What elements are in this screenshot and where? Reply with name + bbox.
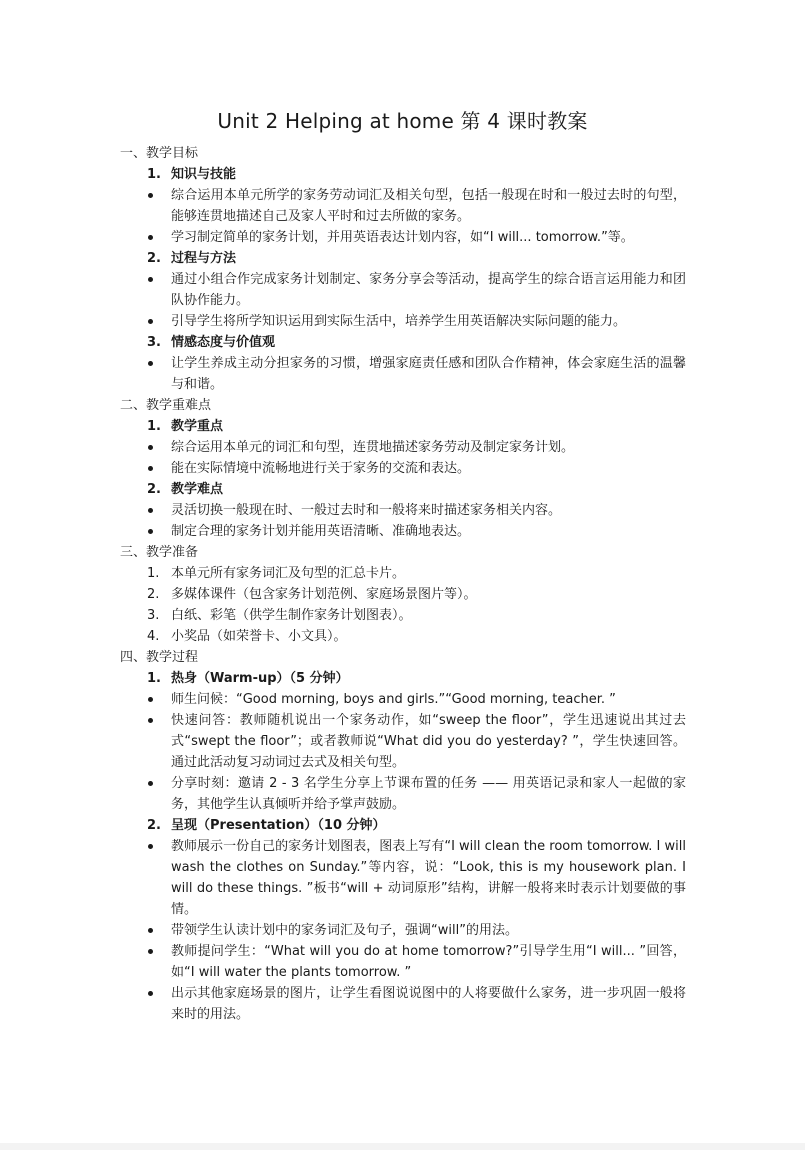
bullet-text: 制定合理的家务计划并能用英语清晰、准确地表达。 bbox=[171, 524, 471, 539]
numbered-item bbox=[147, 605, 686, 626]
bullet-item bbox=[171, 836, 686, 920]
bullet-text: 快速问答：教师随机说出一个家务动作，如“sweep the floor”，学生迅速说出其过去式“swept the floor”；或者教师说“What did you do yesterday? ”，学生快速回答。通过此活动复习动词过去式及相关句型。 bbox=[171, 713, 686, 770]
bullet-dot-icon bbox=[148, 529, 153, 534]
item-text: 白纸、彩笔（供学生制作家务计划图表）。 bbox=[171, 608, 412, 623]
bullet-text: 带领学生认读计划中的家务词汇及句子，强调“will”的用法。 bbox=[171, 923, 518, 938]
section-heading: 二、教学重难点 bbox=[120, 398, 212, 413]
subsection-number: 3. bbox=[147, 335, 161, 350]
bullet-text: 学习制定简单的家务计划，并用英语表达计划内容，如“I will... tomorrow.”等。 bbox=[171, 230, 634, 245]
bullet-text: 综合运用本单元的词汇和句型，连贯地描述家务劳动及制定家务计划。 bbox=[171, 440, 575, 455]
subsection-heading bbox=[147, 815, 805, 836]
bullet-item bbox=[171, 353, 686, 395]
bullet-text: 能在实际情境中流畅地进行关于家务的交流和表达。 bbox=[171, 461, 471, 476]
numbered-item bbox=[147, 584, 686, 605]
subsection-label: 知识与技能 bbox=[171, 167, 237, 182]
numbered-item bbox=[147, 563, 686, 584]
bullet-text: 让学生养成主动分担家务的习惯，增强家庭责任感和团队合作精神，体会家庭生活的温馨与和谐。 bbox=[171, 356, 686, 392]
bullet-text: 通过小组合作完成家务计划制定、家务分享会等活动，提高学生的综合语言运用能力和团队协作能力。 bbox=[171, 272, 686, 308]
subsection-label: 教学重点 bbox=[171, 419, 224, 434]
item-number: 3. bbox=[147, 608, 160, 623]
subsection-number: 1. bbox=[147, 419, 161, 434]
bullet-text: 综合运用本单元所学的家务劳动词汇及相关句型，包括一般现在时和一般过去时的句型，能够连贯地描述自己及家人平时和过去所做的家务。 bbox=[171, 188, 686, 224]
bullet-item bbox=[171, 689, 686, 710]
bullet-dot-icon bbox=[148, 928, 153, 933]
item-text: 本单元所有家务词汇及句型的汇总卡片。 bbox=[171, 566, 406, 581]
subsection-heading bbox=[147, 164, 805, 185]
bullet-item bbox=[171, 437, 686, 458]
bullet-text: 引导学生将所学知识运用到实际生活中，培养学生用英语解决实际问题的能力。 bbox=[171, 314, 627, 329]
bullet-text: 灵活切换一般现在时、一般过去时和一般将来时描述家务相关内容。 bbox=[171, 503, 562, 518]
bullet-dot-icon bbox=[148, 508, 153, 513]
bullet-text: 教师展示一份自己的家务计划图表，图表上写有“I will clean the room tomorrow. I will wash the clothes on Sunday.”等内容，说：“Look, this is my housework plan. I will do these things. ”板书“will + 动词原形”结构，讲解一般将来时表示计划要做的事情。 bbox=[171, 839, 686, 917]
subsection-heading bbox=[147, 332, 805, 353]
subsection-heading bbox=[147, 248, 805, 269]
document-title: Unit 2 Helping at home 第 4 课时教案 bbox=[217, 109, 588, 133]
subsection-label: 情感态度与价值观 bbox=[171, 335, 276, 350]
bullet-item bbox=[171, 920, 686, 941]
subsection-number: 1. bbox=[147, 167, 161, 182]
bullet-item bbox=[171, 311, 686, 332]
bullet-item bbox=[171, 500, 686, 521]
bullet-item bbox=[171, 227, 686, 248]
bullet-dot-icon bbox=[148, 235, 153, 240]
bullet-item bbox=[171, 941, 686, 983]
bullet-text: 师生问候：“Good morning, boys and girls.”“Good morning, teacher. ” bbox=[171, 692, 616, 707]
bullet-dot-icon bbox=[148, 718, 153, 723]
subsection-label: 呈现（Presentation）（10 分钟） bbox=[171, 818, 386, 833]
bullet-item bbox=[171, 185, 686, 227]
bullet-dot-icon bbox=[148, 445, 153, 450]
item-text: 小奖品（如荣誉卡、小文具）。 bbox=[171, 629, 347, 644]
bullet-dot-icon bbox=[148, 361, 153, 366]
bullet-item bbox=[171, 521, 686, 542]
section-heading: 一、教学目标 bbox=[120, 146, 199, 161]
subsection-heading bbox=[147, 479, 805, 500]
bullet-item bbox=[171, 458, 686, 479]
item-number: 1. bbox=[147, 566, 160, 581]
subsection-number: 2. bbox=[147, 818, 161, 833]
subsection-number: 1. bbox=[147, 671, 161, 686]
bullet-item bbox=[171, 983, 686, 1025]
bullet-item bbox=[171, 773, 686, 815]
subsection-heading bbox=[147, 416, 805, 437]
item-number: 2. bbox=[147, 587, 160, 602]
bullet-text: 教师提问学生：“What will you do at home tomorrow?”引导学生用“I will... ”回答，如“I will water the plants tomorrow. ” bbox=[171, 944, 686, 980]
bullet-dot-icon bbox=[148, 466, 153, 471]
item-text: 多媒体课件（包含家务计划范例、家庭场景图片等）。 bbox=[171, 587, 477, 602]
bullet-dot-icon bbox=[148, 781, 153, 786]
section-heading: 四、教学过程 bbox=[120, 650, 199, 665]
bullet-dot-icon bbox=[148, 277, 153, 282]
numbered-item bbox=[147, 626, 686, 647]
bullet-item bbox=[171, 269, 686, 311]
subsection-heading bbox=[147, 668, 805, 689]
subsection-label: 教学难点 bbox=[171, 482, 224, 497]
bullet-text: 出示其他家庭场景的图片，让学生看图说说图中的人将要做什么家务，进一步巩固一般将来时的用法。 bbox=[171, 986, 686, 1022]
bullet-dot-icon bbox=[148, 193, 153, 198]
section-heading: 三、教学准备 bbox=[120, 545, 199, 560]
bullet-dot-icon bbox=[148, 697, 153, 702]
bullet-item bbox=[171, 710, 686, 773]
subsection-label: 过程与方法 bbox=[171, 251, 237, 266]
bullet-dot-icon bbox=[148, 319, 153, 324]
bullet-dot-icon bbox=[148, 949, 153, 954]
item-number: 4. bbox=[147, 629, 160, 644]
subsection-number: 2. bbox=[147, 482, 161, 497]
subsection-label: 热身（Warm-up）（5 分钟） bbox=[171, 671, 349, 686]
bullet-dot-icon bbox=[148, 991, 153, 996]
bullet-dot-icon bbox=[148, 844, 153, 849]
bullet-text: 分享时刻：邀请 2 - 3 名学生分享上节课布置的任务 —— 用英语记录和家人一起做的家务，其他学生认真倾听并给予掌声鼓励。 bbox=[171, 776, 686, 812]
subsection-number: 2. bbox=[147, 251, 161, 266]
